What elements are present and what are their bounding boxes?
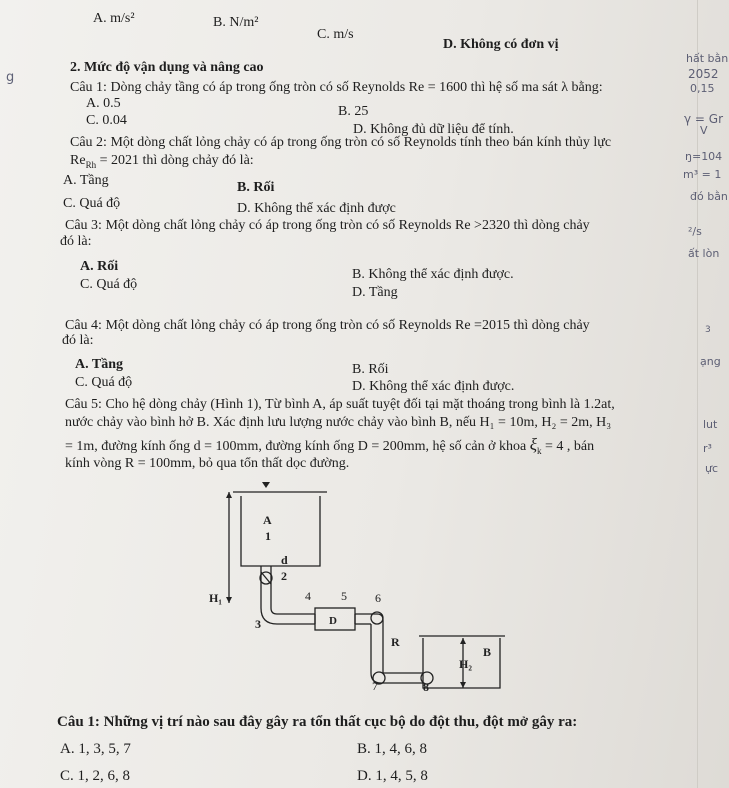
point-1: 1 xyxy=(265,529,271,543)
prev-option-a: A. m/s² xyxy=(93,11,135,26)
q5-line-1: Câu 5: Cho hệ dòng chảy (Hình 1), Từ bình A, áp suất tuyệt đối tại mặt thoáng trong bình là 1.2at, xyxy=(65,397,615,412)
q2-text: Câu 2: Một dòng chất lỏng chảy có áp trong ống tròn có số Reynolds tính theo bán kính thủy lực xyxy=(70,135,612,150)
margin-note-13: lut xyxy=(703,418,718,431)
label-tank-a: A xyxy=(263,513,272,527)
margin-note-5: V xyxy=(700,124,708,137)
q2-reynolds: $Re_{Rh} = 2021$ thì dòng chảy đó là: xyxy=(70,153,254,170)
q1-option-c: C. 0.04 xyxy=(86,113,127,128)
q4-option-a: A. Tầng xyxy=(75,357,123,372)
margin-note-4: γ = Gr xyxy=(684,112,724,126)
point-3: 3 xyxy=(255,617,261,631)
q3-option-c: C. Quá độ xyxy=(80,277,138,292)
margin-note-7: m³ = 1 xyxy=(683,168,722,181)
elbow-3 xyxy=(261,608,315,624)
section-title: 2. Mức độ vận dụng và nâng cao xyxy=(70,60,264,75)
margin-note-9: ²/s xyxy=(688,225,702,238)
q3-text-2: đó là: xyxy=(60,234,92,249)
margin-note-12: ạng xyxy=(700,355,721,368)
q3-option-d: D. Tầng xyxy=(352,285,398,300)
q5-line-3: = 1m, đường kính ống d = 100mm, đường kính ống D = 200mm, hệ số cản ở khoa $\xi_k = 4$ , bán xyxy=(65,435,595,456)
label-h2: H₂ xyxy=(459,657,472,671)
q6-text: Câu 1: Những vị trí nào sau đây gây ra tổn thất cục bộ do đột thu, đột mở gây ra: xyxy=(57,714,578,730)
q1-option-b: B. 25 xyxy=(338,104,369,119)
margin-note-3: 0,15 xyxy=(690,82,715,95)
q5-line-4: kính vòng R = 100mm, bỏ qua tổn thất dọc đường. xyxy=(65,456,350,471)
q6-option-a: A. 1, 3, 5, 7 xyxy=(60,741,131,757)
q3-option-a: A. Rối xyxy=(80,259,119,274)
q4-text-2: đó là: xyxy=(62,333,94,348)
margin-note-6: ŋ=104 xyxy=(685,150,723,163)
point-7: 7 xyxy=(372,679,378,693)
label-tank-b: B xyxy=(483,645,492,659)
q2-option-b: B. Rối xyxy=(237,180,275,195)
prev-option-c: C. m/s xyxy=(317,27,354,42)
q5-line-2: nước chảy vào bình hở B. Xác định lưu lượng nước chảy vào bình B, nếu H₁ = 10m, H₂ = 2m, H₃ xyxy=(65,415,612,430)
q4-text: Câu 4: Một dòng chất lỏng chảy có áp trong ống tròn có số Reynolds Re =2015 thì dòng chảy xyxy=(65,318,590,333)
margin-note-16: g xyxy=(6,70,15,85)
q6-option-b: B. 1, 4, 6, 8 xyxy=(357,741,428,757)
bend-r xyxy=(371,673,423,683)
q2-option-a: A. Tầng xyxy=(63,173,109,188)
point-6: 6 xyxy=(375,591,381,605)
q4-option-b: B. Rối xyxy=(352,362,389,377)
q6-option-d: D. 1, 4, 5, 8 xyxy=(357,768,428,784)
margin-note-8: đó bằn xyxy=(690,190,728,203)
margin-note-14: r³ xyxy=(703,442,712,455)
q3-text: Câu 3: Một dòng chất lỏng chảy có áp trong ống tròn có số Reynolds Re >2320 thì dòng chảy xyxy=(65,218,590,233)
label-r: R xyxy=(391,635,400,649)
label-d-small: d xyxy=(281,553,288,567)
margin-note-10: ất lòn xyxy=(688,247,720,260)
margin-note-1: hất bằn xyxy=(686,52,729,65)
prev-option-b: B. N/m² xyxy=(213,15,259,30)
margin-note-2: 2052 xyxy=(688,67,719,81)
q4-option-c: C. Quá độ xyxy=(75,375,133,390)
prev-option-d: D. Không có đơn vị xyxy=(443,37,559,52)
label-h1: H₁ xyxy=(209,591,222,605)
flow-system-figure xyxy=(205,478,505,693)
point-2: 2 xyxy=(281,569,287,583)
q1-option-a: A. 0.5 xyxy=(86,96,121,111)
q2-option-c: C. Quá độ xyxy=(63,196,121,211)
q4-option-d: D. Không thể xác định được. xyxy=(352,379,515,394)
margin-note-15: ực xyxy=(705,462,719,475)
q3-option-b: B. Không thể xác định được. xyxy=(352,267,514,282)
point-8: 8 xyxy=(423,680,429,693)
q1-option-d: D. Không đủ dữ liệu để tính. xyxy=(353,122,514,137)
q2-option-d: D. Không thể xác định được xyxy=(237,201,396,216)
point-4: 4 xyxy=(305,589,311,603)
label-d-large: D xyxy=(329,615,337,627)
q6-option-c: C. 1, 2, 6, 8 xyxy=(60,768,131,784)
point-5: 5 xyxy=(341,589,347,603)
q1-text: Câu 1: Dòng chảy tầng có áp trong ống tròn có số Reynolds Re = 1600 thì hệ số ma sát λ bằng: xyxy=(70,80,603,95)
margin-note-11: 3 xyxy=(705,325,711,335)
